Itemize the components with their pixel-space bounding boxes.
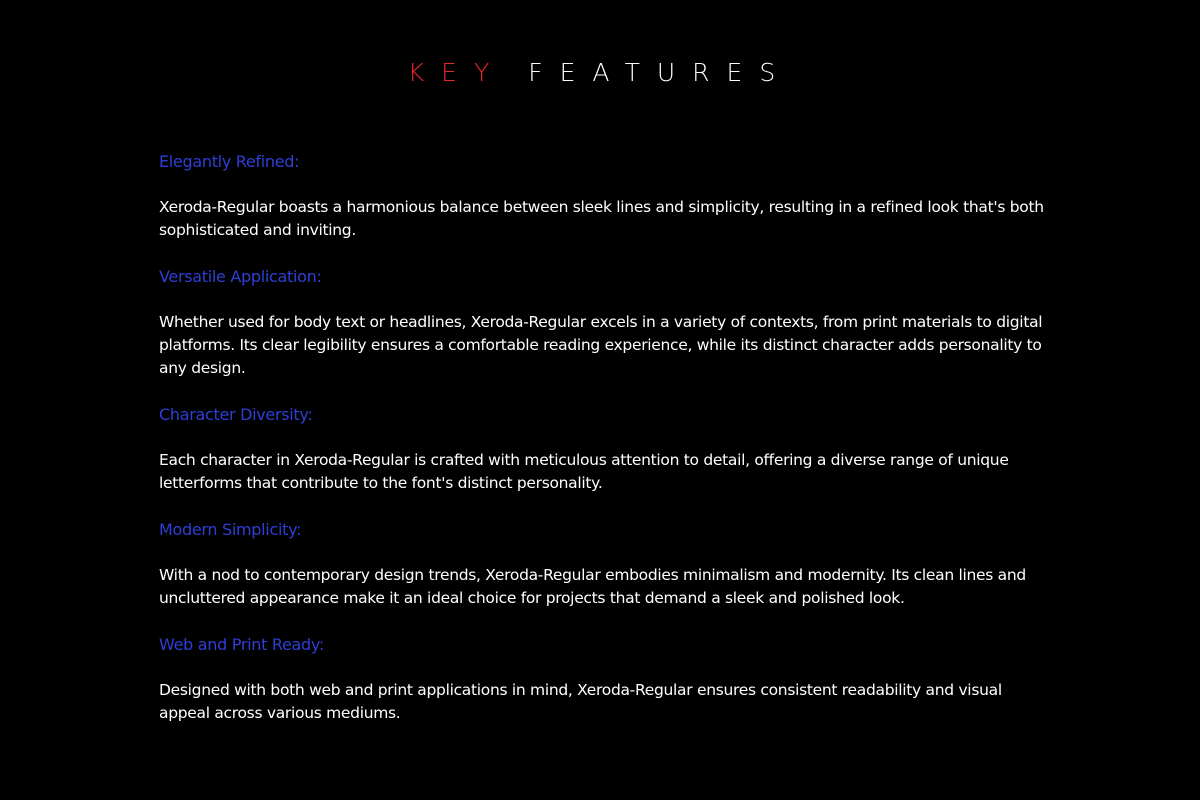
feature-description: Each character in Xeroda-Regular is crafted with meticulous attention to detail, offering a diverse range of unique letterforms that contribute to the font's distinct personality.	[159, 451, 1009, 492]
feature-description: Whether used for body text or headlines, Xeroda-Regular excels in a variety of contexts, from print materials to digital platforms. Its clear legibility ensures a comfortable reading experience, while its distinct character adds personality to any design.	[159, 313, 1043, 377]
feature-heading: Versatile Application:	[159, 267, 322, 286]
title-word-key: KEY	[407, 58, 507, 87]
feature-item	[159, 633, 1049, 725]
feature-description: Xeroda-Regular boasts a harmonious balance between sleek lines and simplicity, resulting in a refined look that's both sophisticated and inviting.	[159, 198, 1044, 239]
feature-description: Designed with both web and print applications in mind, Xeroda-Regular ensures consistent readability and visual appeal across various mediums.	[159, 681, 1002, 722]
feature-heading: Character Diversity:	[159, 405, 313, 424]
feature-item	[159, 265, 1049, 380]
page-title	[0, 58, 1200, 88]
feature-heading: Modern Simplicity:	[159, 520, 302, 539]
title-word-features: FEATURES	[528, 58, 793, 87]
features-list	[159, 150, 1049, 748]
feature-heading: Web and Print Ready:	[159, 635, 324, 654]
feature-item	[159, 150, 1049, 242]
feature-description: With a nod to contemporary design trends, Xeroda-Regular embodies minimalism and modernity. Its clean lines and uncluttered appearance make it an ideal choice for projects that demand a sleek and polished look.	[159, 566, 1026, 607]
feature-item	[159, 518, 1049, 610]
feature-heading: Elegantly Refined:	[159, 152, 300, 171]
feature-item	[159, 403, 1049, 495]
